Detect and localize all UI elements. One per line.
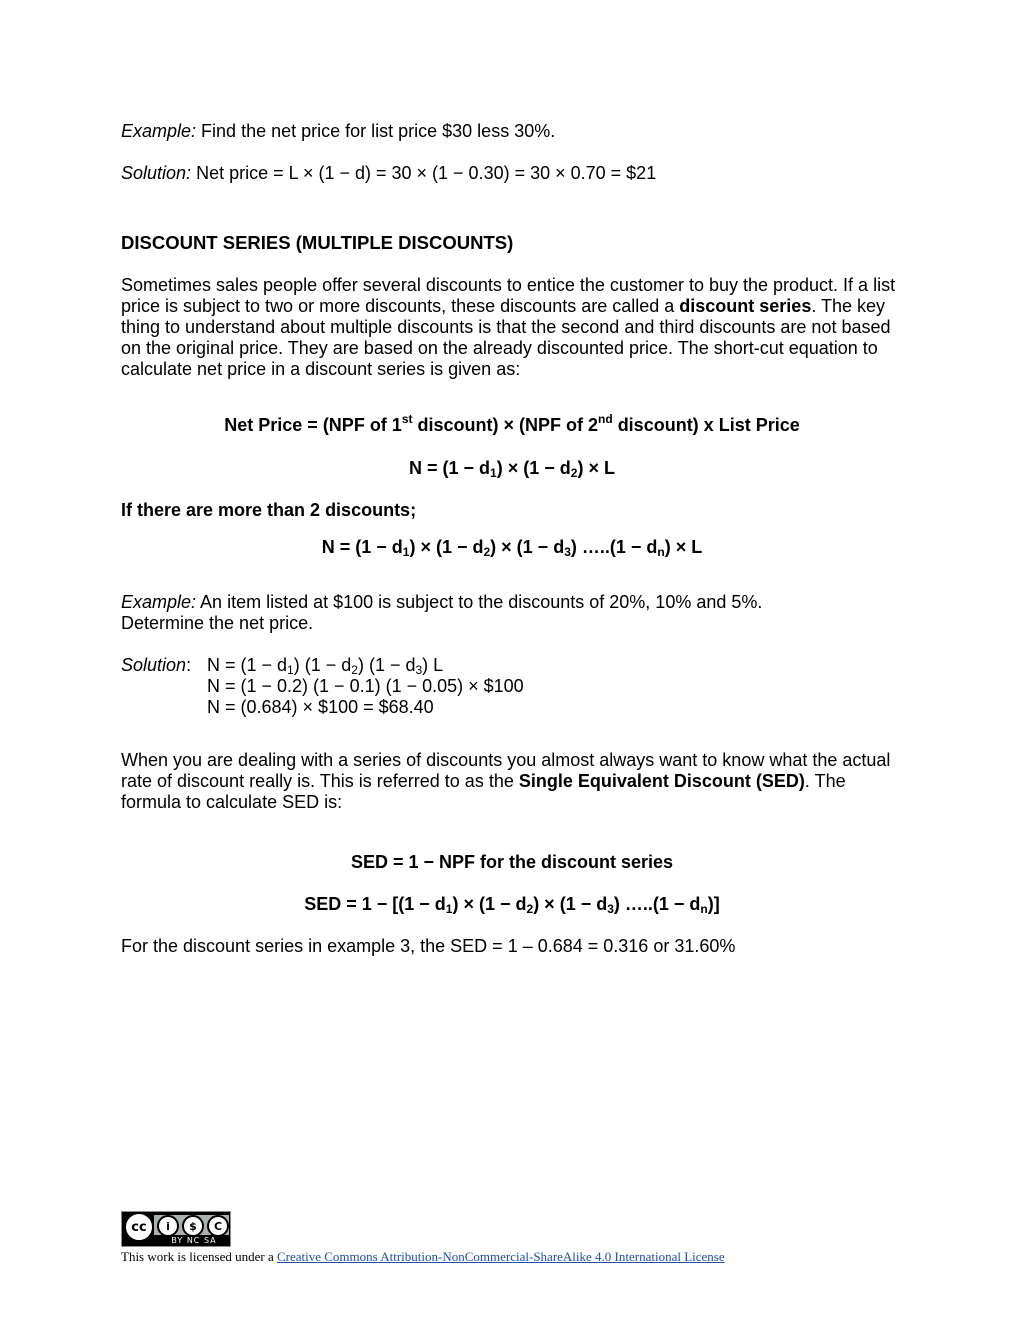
sol2-line1-sub1: 1 [287, 663, 294, 677]
formula5-e: )] [707, 894, 720, 914]
license-prefix: This work is licensed under a [121, 1249, 277, 1264]
solution-1-text: Net price = L × (1 − d) = 30 × (1 − 0.30) = 30 × 0.70 = $21 [191, 163, 657, 183]
formula5-sub1: 1 [445, 902, 453, 916]
formula5-c: ) × (1 − d [533, 894, 608, 914]
para1-part1: Sometimes sales people offer several discounts to entice the customer to buy the product. If a list price is subject to two or more discounts, these discounts are called a [121, 275, 896, 316]
formula5-sub2: 2 [526, 902, 534, 916]
formula1-a: Net Price = (NPF of 1 [224, 415, 402, 435]
sol2-line1-d: ) L [422, 655, 444, 675]
sol2-line1-a: N = (1 − d [207, 655, 288, 675]
paragraph-sed [121, 750, 901, 813]
para2-bold: Single Equivalent Discount (SED) [518, 771, 805, 791]
cc-badge-labels: BY NC SA [160, 1236, 228, 1245]
formula-sed-words: SED = 1 − NPF for the discount series [350, 852, 674, 872]
formula3-sub3: 3 [564, 545, 571, 559]
formula5-d: ) …..(1 − d [613, 894, 701, 914]
paragraph-discount-series [121, 275, 901, 380]
example-2-label: Example: [121, 592, 197, 612]
example-2 [121, 592, 901, 634]
formula5-sub3: 3 [607, 902, 614, 916]
formula1-sup2: nd [598, 412, 613, 426]
solution-1-label: Solution: [121, 163, 192, 183]
formula2-c: ) × L [577, 458, 615, 478]
cc-sa-icon: C [207, 1215, 229, 1237]
formula-net-price-n [0, 536, 1024, 558]
example-2-line2: Determine the net price. [121, 613, 314, 633]
solution-2-label-wrap [121, 655, 191, 676]
formula3-c: ) × (1 − d [490, 537, 565, 557]
para2-part1: When you are dealing with a series of discounts you almost always want to know what the actual rate of discount really is. This is referred to as the [121, 750, 891, 791]
solution-2-lines [207, 655, 524, 718]
cc-nc-icon: $ [182, 1215, 204, 1237]
formula3-b: ) × (1 − d [409, 537, 484, 557]
formula2-a: N = (1 − d [409, 458, 491, 478]
solution-2-label: Solution [121, 655, 187, 675]
license-text [121, 1249, 725, 1265]
example-1-label: Example: [121, 121, 197, 141]
formula-net-price-words [0, 414, 1024, 436]
formula5-b: ) × (1 − d [452, 894, 527, 914]
formula-sed-n [0, 893, 1024, 915]
example-2-text: An item listed at $100 is subject to the discounts of 20%, 10% and 5%. [196, 592, 763, 612]
formula5-a: SED = 1 − [(1 − d [304, 894, 446, 914]
solution-2-line1 [207, 655, 524, 676]
para1-part2: . The key thing to understand about multiple discounts is that the second and third discounts are not based on the original price. They are based on the already discounted price. The short-cut equation to calculate net price in a discount series is given as: [121, 296, 891, 379]
solution-1 [121, 163, 901, 184]
formula3-d: ) …..(1 − d [570, 537, 658, 557]
license-link[interactable]: Creative Commons Attribution-NonCommercial-ShareAlike 4.0 International License [276, 1249, 725, 1264]
more-than-two-label: If there are more than 2 discounts; [121, 500, 417, 520]
cc-badge-icons [124, 1214, 229, 1238]
sol2-line1-c: ) (1 − d [357, 655, 416, 675]
para2-part2: . The formula to calculate SED is: [121, 771, 846, 812]
formula1-b: discount) × (NPF of 2 [412, 415, 599, 435]
sed-result: For the discount series in example 3, the SED = 1 – 0.684 = 0.316 or 31.60% [121, 936, 736, 956]
formula1-c: discount) x List Price [612, 415, 800, 435]
section-heading: DISCOUNT SERIES (MULTIPLE DISCOUNTS) [121, 232, 514, 253]
cc-logo-icon: cc [124, 1212, 154, 1242]
sol2-line1-b: ) (1 − d [293, 655, 352, 675]
solution-2-line2: N = (1 − 0.2) (1 − 0.1) (1 − 0.05) × $100 [207, 676, 524, 696]
cc-by-icon: i [157, 1215, 179, 1237]
solution-2-line3: N = (0.684) × $100 = $68.40 [207, 697, 434, 717]
formula2-b: ) × (1 − d [496, 458, 571, 478]
formula3-sub2: 2 [483, 545, 491, 559]
formula-net-price-two [0, 457, 1024, 479]
formula2-sub2: 2 [570, 466, 578, 480]
formula3-e: ) × L [664, 537, 703, 557]
sol2-line1-sub3: 3 [415, 663, 423, 677]
cc-by-nc-sa-badge-icon[interactable] [121, 1211, 231, 1247]
formula3-subn: n [657, 545, 665, 559]
solution-2-colon: : [186, 655, 192, 675]
formula5-subn: n [700, 902, 708, 916]
formula2-sub1: 1 [490, 466, 497, 480]
sol2-line1-sub2: 2 [351, 663, 358, 677]
formula3-a: N = (1 − d [321, 537, 403, 557]
para1-bold: discount series [679, 296, 812, 316]
formula1-sup1: st [401, 412, 413, 426]
example-1-text: Find the net price for list price $30 less 30%. [196, 121, 556, 141]
formula3-sub1: 1 [402, 545, 410, 559]
example-1 [121, 121, 901, 142]
license-footer [121, 1211, 725, 1264]
